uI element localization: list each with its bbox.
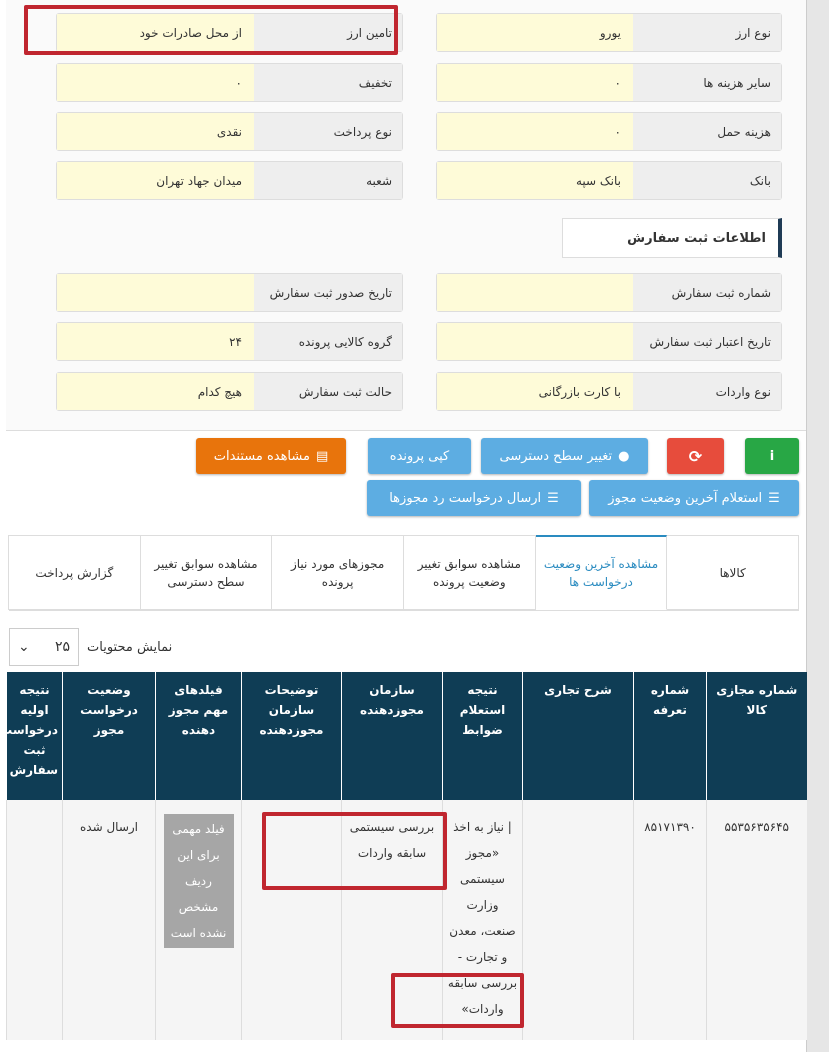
button-label: ارسال درخواست رد مجوزها	[389, 490, 542, 506]
field-label: بانک	[633, 162, 781, 199]
no-fields-badge: فیلد مهمی برای این ردیف مشخص نشده است	[164, 814, 234, 948]
field-value[interactable]: ۲۴	[57, 323, 254, 360]
chevron-down-icon: ⌄	[18, 639, 30, 655]
column-header[interactable]: شماره مجازی کالا	[707, 672, 807, 800]
order-issue-date-field	[56, 273, 403, 312]
field-value[interactable]: یورو	[437, 14, 633, 51]
currency-supply-field	[56, 13, 403, 52]
tab-payment-report[interactable]: گزارش پرداخت	[8, 535, 141, 610]
tab-latest-status[interactable]: مشاهده آخرین وضعیت درخواست ها	[535, 535, 668, 610]
goods-group-field	[56, 322, 403, 361]
requests-table	[0, 672, 807, 1040]
column-header[interactable]: فیلدهای مهم مجوز دهنده	[156, 672, 242, 800]
tab-access-history[interactable]: مشاهده سوابق تغییر سطح دسترسی	[140, 535, 273, 610]
field-label: نوع ارز	[633, 14, 781, 51]
field-label: نوع واردات	[633, 373, 781, 410]
view-documents-button[interactable]	[196, 438, 346, 474]
field-label: حالت ثبت سفارش	[254, 373, 402, 410]
cell-description	[523, 800, 634, 1040]
field-value[interactable]: ۰	[437, 113, 633, 150]
field-label: نوع پرداخت	[254, 113, 402, 150]
divider	[6, 430, 806, 431]
tab-goods[interactable]: کالاها	[666, 535, 799, 610]
column-header[interactable]: شرح تجاری	[523, 672, 634, 800]
field-value[interactable]: ۰	[57, 64, 254, 101]
database-icon: ☰	[768, 490, 780, 506]
field-label: شعبه	[254, 162, 402, 199]
button-label: مشاهده مستندات	[213, 448, 310, 464]
column-header[interactable]: نتیجه اولیه درخواست ثبت سفارش	[7, 672, 63, 800]
tabs	[9, 535, 799, 611]
cell-initial-result	[7, 800, 63, 1040]
bank-field	[436, 161, 782, 200]
page-length-value: ۲۵	[54, 639, 70, 655]
column-header[interactable]: توضیحات سازمان مجوزدهنده	[242, 672, 342, 800]
field-value[interactable]: هیچ کدام	[57, 373, 254, 410]
field-label: تاریخ اعتبار ثبت سفارش	[633, 323, 781, 360]
cell-request-status: ارسال شده	[63, 800, 156, 1040]
change-access-button[interactable]	[481, 438, 648, 474]
currency-type-field	[436, 13, 782, 52]
column-header[interactable]: وضعیت درخواست مجوز	[63, 672, 156, 800]
cell-org-notes	[242, 800, 342, 1040]
copy-file-button[interactable]	[368, 438, 471, 474]
field-value[interactable]	[57, 274, 254, 311]
payment-type-field	[56, 112, 403, 151]
cell-issuing-org: بررسی سیستمی سابقه واردات	[342, 800, 443, 1040]
cell-inquiry-result: | نیاز به اخذ «مجوز سیستمی وزارت صنعت، معدن و تجارت - بررسی سابقه واردات»	[443, 800, 523, 1040]
tab-required-permits[interactable]: مجوزهای مورد نیاز پرونده	[271, 535, 404, 610]
field-value[interactable]: نقدی	[57, 113, 254, 150]
field-value[interactable]: ۰	[437, 64, 633, 101]
cell-important-fields	[156, 800, 242, 1040]
button-label: استعلام آخرین وضعیت مجوز	[608, 490, 763, 506]
refresh-icon: ⟳	[688, 446, 703, 466]
refresh-button[interactable]	[667, 438, 724, 474]
table-header-row	[7, 672, 807, 800]
column-header[interactable]: نتیجه استعلام ضوابط	[443, 672, 523, 800]
cell-tariff: ۸۵۱۷۱۳۹۰	[634, 800, 707, 1040]
info-button[interactable]	[745, 438, 799, 474]
inquiry-button[interactable]	[589, 480, 799, 516]
order-validity-date-field	[436, 322, 782, 361]
column-header[interactable]: سازمان مجوزدهنده	[342, 672, 443, 800]
order-mode-field	[56, 372, 403, 411]
field-label: هزینه حمل	[633, 113, 781, 150]
button-label: تغییر سطح دسترسی	[499, 448, 613, 464]
table-row	[7, 800, 807, 1040]
import-type-field	[436, 372, 782, 411]
branch-field	[56, 161, 403, 200]
shipping-cost-field	[436, 112, 782, 151]
scrollbar[interactable]	[806, 0, 829, 1052]
field-label: گروه کالایی پرونده	[254, 323, 402, 360]
document-icon: ▤	[315, 448, 329, 464]
field-label: تاریخ صدور ثبت سفارش	[254, 274, 402, 311]
field-label: تامین ارز	[254, 14, 402, 51]
field-label: سایر هزینه ها	[633, 64, 781, 101]
info-icon: i	[769, 448, 775, 464]
section-title: اطلاعات ثبت سفارش	[562, 218, 782, 258]
field-value[interactable]: میدان جهاد تهران	[57, 162, 254, 199]
field-value[interactable]	[437, 274, 633, 311]
field-value[interactable]: از محل صادرات خود	[57, 14, 254, 51]
field-value[interactable]: بانک سپه	[437, 162, 633, 199]
column-header[interactable]: شماره تعرفه	[634, 672, 707, 800]
page-length-label: نمایش محتویات	[87, 639, 173, 655]
eye-icon: ●	[618, 448, 630, 464]
field-value[interactable]: با کارت بازرگانی	[437, 373, 633, 410]
page-length-select[interactable]	[9, 628, 79, 666]
page-length-control	[9, 628, 172, 666]
cell-virtual-number: ۵۵۳۵۶۳۵۶۴۵	[707, 800, 807, 1040]
database-icon: ☰	[547, 490, 559, 506]
order-number-field	[436, 273, 782, 312]
button-label: کپی پرونده	[389, 448, 450, 464]
other-costs-field	[436, 63, 782, 102]
tab-file-status-history[interactable]: مشاهده سوابق تغییر وضعیت پرونده	[403, 535, 536, 610]
field-label: شماره ثبت سفارش	[633, 274, 781, 311]
send-reject-button[interactable]	[367, 480, 581, 516]
field-value[interactable]	[437, 323, 633, 360]
discount-field	[56, 63, 403, 102]
field-label: تخفیف	[254, 64, 402, 101]
